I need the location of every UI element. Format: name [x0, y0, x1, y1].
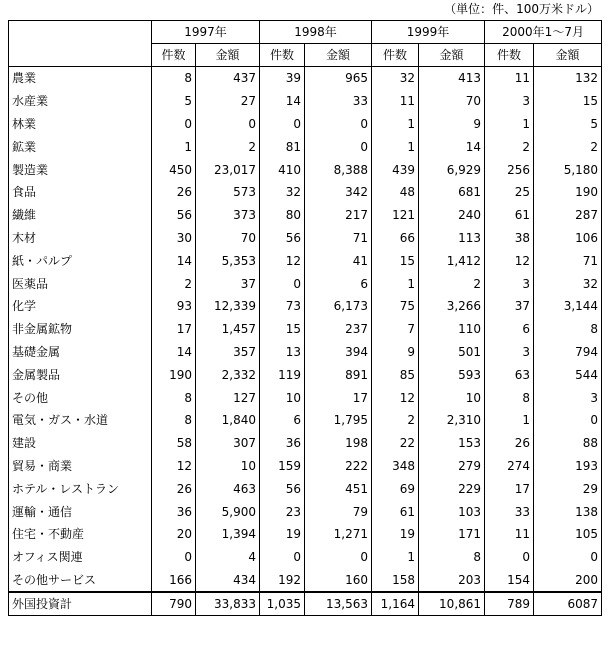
table-row	[9, 546, 602, 569]
amount-cell: 1,840	[196, 409, 260, 432]
amount-cell: 573	[196, 181, 260, 204]
amount-cell: 132	[534, 67, 602, 90]
count-cell: 19	[260, 523, 305, 546]
row-label: 貿易・商業	[9, 455, 152, 478]
table-row	[9, 158, 602, 181]
count-cell: 439	[372, 158, 419, 181]
count-cell: 11	[372, 90, 419, 113]
count-cell: 38	[485, 227, 534, 250]
count-cell: 20	[152, 523, 196, 546]
count-header: 件数	[372, 44, 419, 67]
count-cell: 17	[485, 477, 534, 500]
amount-cell: 160	[305, 569, 372, 593]
table-row	[9, 113, 602, 136]
amount-cell: 593	[419, 363, 485, 386]
count-cell: 12	[372, 386, 419, 409]
amount-cell: 153	[419, 432, 485, 455]
row-label: その他	[9, 386, 152, 409]
count-cell: 32	[372, 67, 419, 90]
amount-cell: 138	[534, 500, 602, 523]
count-cell: 12	[260, 249, 305, 272]
table-row	[9, 386, 602, 409]
count-cell: 73	[260, 295, 305, 318]
total-cell: 1,035	[260, 592, 305, 616]
count-cell: 80	[260, 204, 305, 227]
category-header	[9, 21, 152, 67]
count-cell: 7	[372, 318, 419, 341]
total-cell: 6087	[534, 592, 602, 616]
row-label: 農業	[9, 67, 152, 90]
count-cell: 1	[372, 113, 419, 136]
count-cell: 10	[260, 386, 305, 409]
row-label: ホテル・レストラン	[9, 477, 152, 500]
row-label: 食品	[9, 181, 152, 204]
count-cell: 37	[485, 295, 534, 318]
table-row	[9, 477, 602, 500]
count-cell: 23	[260, 500, 305, 523]
amount-cell: 501	[419, 341, 485, 364]
row-label: オフィス関連	[9, 546, 152, 569]
count-cell: 8	[152, 67, 196, 90]
count-cell: 6	[485, 318, 534, 341]
table-row	[9, 500, 602, 523]
table-row	[9, 341, 602, 364]
amount-cell: 794	[534, 341, 602, 364]
amount-cell: 6	[305, 272, 372, 295]
amount-cell: 10	[196, 455, 260, 478]
count-cell: 14	[152, 249, 196, 272]
count-cell: 8	[152, 386, 196, 409]
amount-cell: 5,180	[534, 158, 602, 181]
row-label: 林業	[9, 113, 152, 136]
count-cell: 15	[260, 318, 305, 341]
count-cell: 63	[485, 363, 534, 386]
count-cell: 2	[372, 409, 419, 432]
count-cell: 15	[372, 249, 419, 272]
table-row	[9, 135, 602, 158]
row-label: 水産業	[9, 90, 152, 113]
row-label: 医薬品	[9, 272, 152, 295]
amount-cell: 287	[534, 204, 602, 227]
row-label: 化学	[9, 295, 152, 318]
count-cell: 8	[485, 386, 534, 409]
count-cell: 13	[260, 341, 305, 364]
amount-cell: 373	[196, 204, 260, 227]
amount-cell: 240	[419, 204, 485, 227]
count-cell: 19	[372, 523, 419, 546]
amount-cell: 217	[305, 204, 372, 227]
table-row	[9, 455, 602, 478]
amount-header: 金額	[534, 44, 602, 67]
count-cell: 14	[260, 90, 305, 113]
amount-cell: 14	[419, 135, 485, 158]
count-cell: 39	[260, 67, 305, 90]
amount-cell: 200	[534, 569, 602, 593]
count-cell: 3	[485, 341, 534, 364]
total-cell: 10,861	[419, 592, 485, 616]
count-cell: 56	[260, 477, 305, 500]
count-cell: 0	[152, 113, 196, 136]
amount-cell: 437	[196, 67, 260, 90]
amount-cell: 237	[305, 318, 372, 341]
count-cell: 26	[152, 181, 196, 204]
table-row	[9, 363, 602, 386]
amount-cell: 0	[305, 546, 372, 569]
unit-note: （単位：件、100万米ドル）	[444, 2, 599, 16]
row-label: 電気・ガス・水道	[9, 409, 152, 432]
amount-cell: 29	[534, 477, 602, 500]
count-cell: 26	[485, 432, 534, 455]
amount-cell: 0	[305, 135, 372, 158]
amount-header: 金額	[419, 44, 485, 67]
count-cell: 14	[152, 341, 196, 364]
count-cell: 17	[152, 318, 196, 341]
amount-cell: 1,457	[196, 318, 260, 341]
amount-cell: 5,353	[196, 249, 260, 272]
amount-cell: 3	[534, 386, 602, 409]
table-body	[9, 67, 602, 593]
count-cell: 61	[372, 500, 419, 523]
table-row	[9, 295, 602, 318]
count-cell: 159	[260, 455, 305, 478]
amount-cell: 10	[419, 386, 485, 409]
count-cell: 0	[260, 113, 305, 136]
amount-cell: 70	[419, 90, 485, 113]
count-cell: 2	[152, 272, 196, 295]
amount-cell: 9	[419, 113, 485, 136]
count-cell: 75	[372, 295, 419, 318]
count-cell: 8	[152, 409, 196, 432]
total-row	[9, 592, 602, 616]
amount-cell: 103	[419, 500, 485, 523]
amount-cell: 307	[196, 432, 260, 455]
count-cell: 410	[260, 158, 305, 181]
count-cell: 274	[485, 455, 534, 478]
amount-cell: 193	[534, 455, 602, 478]
count-cell: 5	[152, 90, 196, 113]
year-header: 1999年	[372, 21, 485, 44]
row-label: その他サービス	[9, 569, 152, 593]
count-cell: 3	[485, 90, 534, 113]
count-cell: 11	[485, 523, 534, 546]
amount-cell: 0	[534, 409, 602, 432]
amount-cell: 127	[196, 386, 260, 409]
row-label: 運輸・通信	[9, 500, 152, 523]
count-cell: 2	[485, 135, 534, 158]
amount-cell: 190	[534, 181, 602, 204]
count-cell: 30	[152, 227, 196, 250]
total-cell: 790	[152, 592, 196, 616]
amount-cell: 113	[419, 227, 485, 250]
amount-cell: 413	[419, 67, 485, 90]
count-cell: 1	[372, 135, 419, 158]
count-cell: 36	[260, 432, 305, 455]
count-cell: 0	[152, 546, 196, 569]
count-cell: 66	[372, 227, 419, 250]
amount-cell: 357	[196, 341, 260, 364]
amount-cell: 32	[534, 272, 602, 295]
count-cell: 12	[152, 455, 196, 478]
count-cell: 48	[372, 181, 419, 204]
count-cell: 1	[485, 409, 534, 432]
count-cell: 0	[260, 546, 305, 569]
amount-cell: 8	[419, 546, 485, 569]
amount-cell: 1,412	[419, 249, 485, 272]
amount-cell: 451	[305, 477, 372, 500]
table-row	[9, 569, 602, 593]
table-row	[9, 523, 602, 546]
count-header: 件数	[260, 44, 305, 67]
amount-cell: 8,388	[305, 158, 372, 181]
count-cell: 22	[372, 432, 419, 455]
count-cell: 154	[485, 569, 534, 593]
amount-cell: 71	[534, 249, 602, 272]
table-row	[9, 249, 602, 272]
count-cell: 26	[152, 477, 196, 500]
amount-cell: 171	[419, 523, 485, 546]
total-cell: 789	[485, 592, 534, 616]
count-cell: 450	[152, 158, 196, 181]
amount-cell: 3,144	[534, 295, 602, 318]
count-cell: 121	[372, 204, 419, 227]
amount-cell: 2	[534, 135, 602, 158]
total-cell: 33,833	[196, 592, 260, 616]
year-header: 2000年1～7月	[485, 21, 602, 44]
total-cell: 1,164	[372, 592, 419, 616]
count-cell: 56	[152, 204, 196, 227]
amount-cell: 394	[305, 341, 372, 364]
amount-cell: 0	[196, 113, 260, 136]
count-cell: 9	[372, 341, 419, 364]
count-cell: 158	[372, 569, 419, 593]
count-cell: 33	[485, 500, 534, 523]
amount-cell: 434	[196, 569, 260, 593]
amount-cell: 8	[534, 318, 602, 341]
amount-cell: 41	[305, 249, 372, 272]
count-cell: 56	[260, 227, 305, 250]
count-cell: 166	[152, 569, 196, 593]
amount-cell: 4	[196, 546, 260, 569]
amount-cell: 0	[305, 113, 372, 136]
table-row	[9, 272, 602, 295]
count-cell: 1	[152, 135, 196, 158]
amount-cell: 71	[305, 227, 372, 250]
count-header: 件数	[152, 44, 196, 67]
count-cell: 81	[260, 135, 305, 158]
amount-cell: 15	[534, 90, 602, 113]
amount-cell: 106	[534, 227, 602, 250]
total-cell: 13,563	[305, 592, 372, 616]
amount-cell: 6,929	[419, 158, 485, 181]
amount-cell: 1,795	[305, 409, 372, 432]
amount-cell: 0	[534, 546, 602, 569]
count-cell: 348	[372, 455, 419, 478]
count-cell: 0	[260, 272, 305, 295]
count-header: 件数	[485, 44, 534, 67]
year-header: 1998年	[260, 21, 372, 44]
count-cell: 0	[485, 546, 534, 569]
amount-cell: 2,332	[196, 363, 260, 386]
amount-cell: 681	[419, 181, 485, 204]
amount-cell: 229	[419, 477, 485, 500]
amount-cell: 79	[305, 500, 372, 523]
count-cell: 93	[152, 295, 196, 318]
count-cell: 85	[372, 363, 419, 386]
count-cell: 6	[260, 409, 305, 432]
count-cell: 119	[260, 363, 305, 386]
table-row	[9, 181, 602, 204]
count-cell: 1	[372, 272, 419, 295]
amount-cell: 203	[419, 569, 485, 593]
amount-cell: 1,394	[196, 523, 260, 546]
amount-cell: 70	[196, 227, 260, 250]
amount-cell: 37	[196, 272, 260, 295]
amount-cell: 27	[196, 90, 260, 113]
amount-cell: 3,266	[419, 295, 485, 318]
amount-cell: 2	[196, 135, 260, 158]
amount-cell: 965	[305, 67, 372, 90]
amount-cell: 6,173	[305, 295, 372, 318]
amount-cell: 198	[305, 432, 372, 455]
amount-cell: 1,271	[305, 523, 372, 546]
count-cell: 1	[372, 546, 419, 569]
investment-table	[8, 20, 602, 616]
count-cell: 25	[485, 181, 534, 204]
row-label: 製造業	[9, 158, 152, 181]
row-label: 非金属鉱物	[9, 318, 152, 341]
amount-cell: 342	[305, 181, 372, 204]
row-label: 基礎金属	[9, 341, 152, 364]
table-row	[9, 67, 602, 90]
count-cell: 58	[152, 432, 196, 455]
row-label: 紙・パルプ	[9, 249, 152, 272]
amount-cell: 2,310	[419, 409, 485, 432]
year-header-row	[9, 21, 602, 44]
amount-cell: 33	[305, 90, 372, 113]
count-cell: 3	[485, 272, 534, 295]
amount-cell: 463	[196, 477, 260, 500]
amount-cell: 222	[305, 455, 372, 478]
count-cell: 256	[485, 158, 534, 181]
table-row	[9, 204, 602, 227]
row-label: 木材	[9, 227, 152, 250]
row-label: 住宅・不動産	[9, 523, 152, 546]
count-cell: 61	[485, 204, 534, 227]
amount-cell: 2	[419, 272, 485, 295]
amount-cell: 88	[534, 432, 602, 455]
count-cell: 192	[260, 569, 305, 593]
amount-cell: 105	[534, 523, 602, 546]
amount-header: 金額	[305, 44, 372, 67]
amount-cell: 279	[419, 455, 485, 478]
count-cell: 36	[152, 500, 196, 523]
table-row	[9, 318, 602, 341]
count-cell: 32	[260, 181, 305, 204]
amount-cell: 17	[305, 386, 372, 409]
amount-cell: 110	[419, 318, 485, 341]
table-row	[9, 227, 602, 250]
count-cell: 11	[485, 67, 534, 90]
amount-cell: 5,900	[196, 500, 260, 523]
count-cell: 12	[485, 249, 534, 272]
amount-cell: 23,017	[196, 158, 260, 181]
amount-header: 金額	[196, 44, 260, 67]
total-label: 外国投資計	[9, 592, 152, 616]
amount-cell: 12,339	[196, 295, 260, 318]
count-cell: 1	[485, 113, 534, 136]
row-label: 金属製品	[9, 363, 152, 386]
count-cell: 190	[152, 363, 196, 386]
year-header: 1997年	[152, 21, 260, 44]
amount-cell: 544	[534, 363, 602, 386]
table-row	[9, 90, 602, 113]
table-row	[9, 432, 602, 455]
count-cell: 69	[372, 477, 419, 500]
row-label: 鉱業	[9, 135, 152, 158]
amount-cell: 891	[305, 363, 372, 386]
amount-cell: 5	[534, 113, 602, 136]
row-label: 建設	[9, 432, 152, 455]
row-label: 繊維	[9, 204, 152, 227]
table-row	[9, 409, 602, 432]
